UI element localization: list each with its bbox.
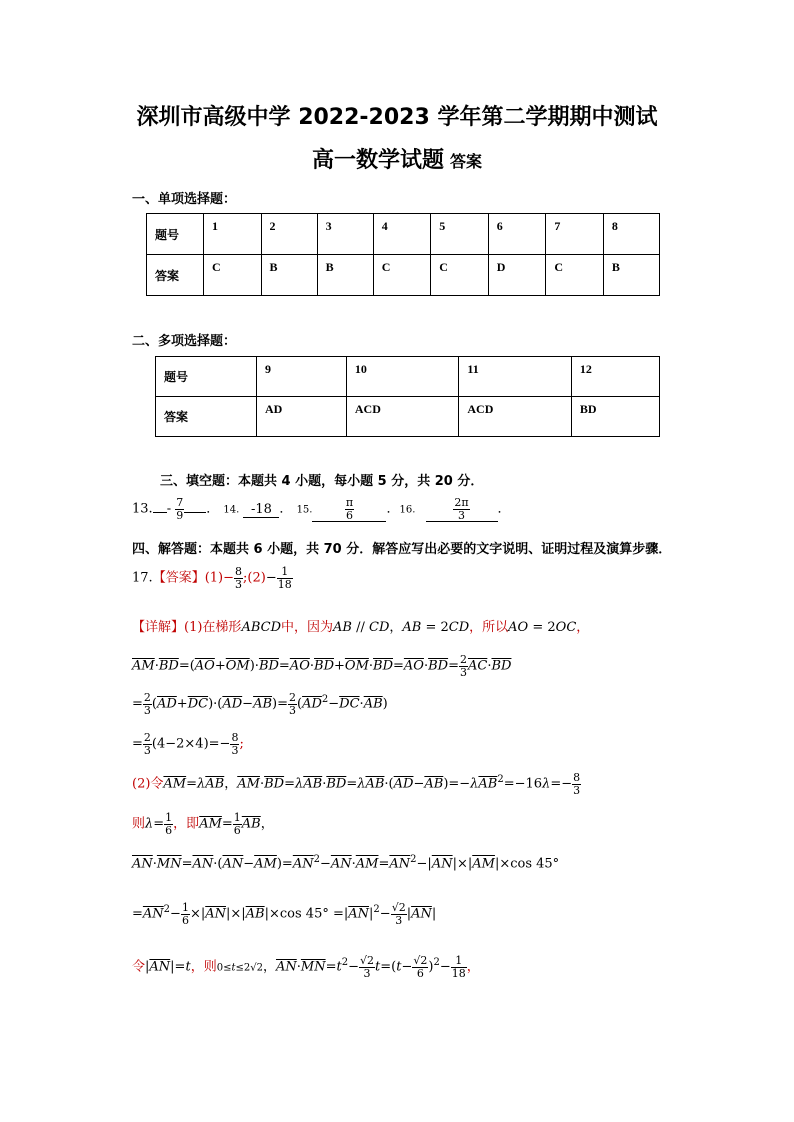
then-text: ，即 [173,816,200,832]
q13-label: 13. [132,501,153,517]
page-subtitle [0,143,794,174]
q17-answer-fraction-2: $\frac{1}{18}$ [277,565,292,591]
formula-line-5: 则λ= $\frac{1}{6}$ ，即$\overline{AM}=$ $\frac{1}{6}$ $\overline{AB}$， [132,811,274,837]
table-cell: 6 [488,214,546,255]
q13-sign: - [166,501,172,517]
table-cell: 12 [571,357,659,397]
q17-part1: (1) [204,570,224,586]
row-label: 答案 [156,397,257,437]
part2-text: (2)令 [132,776,164,792]
subtitle-text: 高一数学试题 [311,148,444,173]
q15-label: 15. [296,504,313,516]
table-cell: ACD [346,397,459,437]
q16-label: 16. [399,504,416,516]
section4-heading: 四、解答题：本题共 6 小题，共 70 分．解答应写出必要的文字说明、证明过程及演算步骤． [132,542,672,557]
table-cell: C [546,255,604,296]
table-cell: 7 [546,214,604,255]
formula-line-4: (2)令$\overline{AM}=\lambda\overline{AB}$，$\overline{AM}\cdot\overline{BD}=\lambda\overline{AB}\cdot\overline{BD}=\lambda\overline{AB}\cdot(\overline{AD}-\overline{AB})=-\lambda\overline{AB}^2=-16\lambda=-$ $\frac{8}{3}$ [132,771,581,797]
table-cell: 3 [317,214,373,255]
table-cell: AD [257,397,347,437]
section2-table [155,356,660,437]
formula-line-2: = $\frac{2}{3}$ $(\overline{AD}+\overline{DC})\cdot(\overline{AD}-\overline{AB})=$ $\frac{2}{3}$ $(\overline{AD}^2-\overline{DC}\cdot\overline{AB})$ [132,691,388,717]
detail-text: (1)在梯形 [184,620,242,635]
answer-tag: 【答案】 [152,570,205,586]
table-cell: C [431,255,489,296]
table-cell: 8 [603,214,659,255]
cos-term: cos 45° [510,856,560,872]
section2-heading: 二、多项选择题： [132,334,237,349]
section1-answer-row [147,255,660,296]
section2-answer-row [156,397,660,437]
table-cell: 5 [431,214,489,255]
q15-fraction: $\frac{\pi}{6}$ [345,496,354,522]
q13-fraction: $\frac{7}{9}$ [176,496,184,522]
section2-question-row [156,357,660,397]
table-cell: 9 [257,357,347,397]
table-cell: ACD [459,397,572,437]
fill-in-answers: 13. - $\frac{7}{9}$ ． 14. -18 ． 15. $\frac{\pi}{6}$ ．16. $\frac{2\pi}{3}$ ． [132,496,511,522]
q16-fraction: $\frac{2\pi}{3}$ [454,496,469,522]
let-text: 令 [132,959,146,975]
row-label: 题号 [156,357,257,397]
formula-line-7: $=\overline{AN}^2-$ $\frac{1}{6}$ $\times|\overline{AN}|\times|\overline{AB}|\times\cos$ $45^\circ =|\overline{AN}|^2-$ $\frac{√2}{3}$ $|\overline{AN}|$ [132,901,437,927]
table-cell: B [261,255,317,296]
row-label: 题号 [147,214,204,255]
section1-question-row [147,214,660,255]
q14-value: -18 [243,502,279,518]
subtitle-tag: 答案 [450,152,483,171]
q17-answer: 17.【答案】(1)− $\frac{8}{3}$ ;(2)− $\frac{1}{18}$ [132,565,292,591]
table-cell: C [204,255,262,296]
table-cell: B [317,255,373,296]
formula-line-1: $\overline{AM}\cdot\overline{BD}=(\overline{AO}+\overline{OM})\cdot\overline{BD}=\overline{AO}\cdot\overline{BD}+\overline{OM}\cdot\overline{BD}=\overline{AO}\cdot\overline{BD}=$ $\frac{2}{3}$ $\overline{AC}\cdot\overline{BD}$ [132,653,512,679]
q17-answer-fraction-1: $\frac{8}{3}$ [235,565,243,591]
formula-line-8: 令$|\overline{AN}|=t$，则0≤t≤2√2，$\overline{AN}\cdot\overline{MN}=t^2-$ $\frac{√2}{3}$ t=(t− $\frac{√2}{6}$ )$^2$− $\frac{1}{18}$ ， [132,954,480,980]
table-cell: D [488,255,546,296]
q17-label: 17. [132,570,153,586]
detail-text: 中，因为 [281,620,334,635]
table-cell: 1 [204,214,262,255]
section1-heading: 一、单项选择题： [132,192,237,207]
formula-line-3: = $\frac{2}{3}$ (4−2×4)=− $\frac{8}{3}$ ; [132,731,244,757]
row-label: 答案 [147,255,204,296]
formula-line-6: $\overline{AN}\cdot\overline{MN}=\overline{AN}\cdot(\overline{AN}-\overline{AM})=\overline{AN}^2-\overline{AN}\cdot\overline{AM}=\overline{AN}^2-|\overline{AN}|\times|\overline{AM}|\times\cos$ 45° [132,854,560,872]
section3-heading: 三、填空题：本题共 4 小题，每小题 5 分，共 20 分． [160,474,484,489]
let-text: ，则 [190,959,217,975]
then-text: 则 [132,816,146,832]
detail-text: ，所以 [469,620,509,635]
table-cell: 11 [459,357,572,397]
table-cell: BD [571,397,659,437]
table-cell: 2 [261,214,317,255]
page-title: 深圳市高级中学 2022-2023 学年第二学期期中测试 [136,105,658,130]
table-cell: B [603,255,659,296]
q17-part2: ;(2) [243,570,266,586]
table-cell: 10 [346,357,459,397]
table-cell: C [373,255,431,296]
section1-table [146,213,660,296]
table-cell: 4 [373,214,431,255]
detail-line-1: 【详解】(1)在梯形ABCD中，因为AB // CD，AB = 2CD，所以AO = 2OC， [132,620,590,635]
q14-label: 14. [223,504,240,516]
detail-tag: 【详解】 [132,620,185,635]
